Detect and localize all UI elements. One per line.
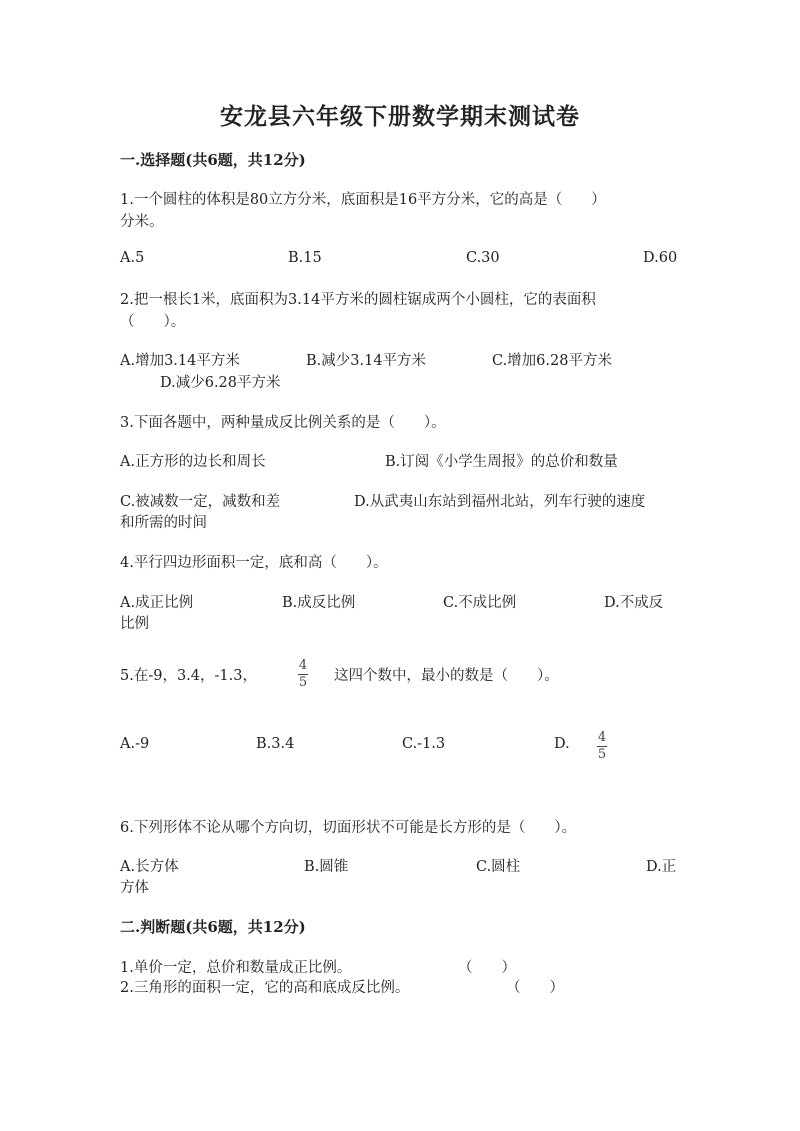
q2-option-d: D.减少6.28平方米 bbox=[160, 375, 281, 391]
q5-option-d: D. bbox=[554, 736, 570, 752]
q4-option-c: C.不成比例 bbox=[443, 595, 517, 611]
q6-option-b: B.圆锥 bbox=[304, 859, 349, 875]
q6-stem: 6.下列形体不论从哪个方向切，切面形状不可能是长方形的是（ ）。 bbox=[120, 820, 577, 836]
q5-stem-part1: 5.在-9，3.4，-1.3， bbox=[120, 668, 257, 684]
q2-stem-line1: 2.把一根长1米，底面积为3.14平方米的圆柱锯成两个小圆柱，它的表面积 bbox=[120, 292, 596, 308]
q3-option-a: A.正方形的边长和周长 bbox=[120, 454, 266, 470]
q4-option-d-cont: 比例 bbox=[120, 616, 149, 632]
q5-option-c: C.-1.3 bbox=[402, 736, 446, 752]
q6-option-c: C.圆柱 bbox=[476, 859, 521, 875]
q5-option-d-numerator: 4 bbox=[597, 730, 607, 745]
q5-fraction bbox=[298, 659, 308, 690]
q5-option-b: B.3.4 bbox=[256, 736, 295, 752]
judge-2-text: 2.三角形的面积一定，它的高和底成反比例。 bbox=[120, 980, 410, 996]
q3-option-b: B.订阅《小学生周报》的总价和数量 bbox=[385, 454, 618, 470]
q1-option-d: D.60 bbox=[643, 250, 678, 266]
judge-1-answer-blank: （ ） bbox=[458, 960, 516, 976]
q6-option-d: D.正 bbox=[646, 859, 677, 875]
section-1-heading: 一.选择题(共6题，共12分) bbox=[120, 151, 306, 169]
q5-fraction-denominator: 5 bbox=[298, 675, 308, 690]
q5-option-d-denominator: 5 bbox=[597, 747, 607, 762]
q5-stem-part2: 这四个数中，最小的数是（ ）。 bbox=[334, 668, 559, 684]
section-2-heading: 二.判断题(共6题，共12分) bbox=[120, 918, 306, 936]
q5-option-a: A.-9 bbox=[120, 736, 150, 752]
page-title: 安龙县六年级下册数学期末测试卷 bbox=[220, 103, 580, 130]
q4-stem: 4.平行四边形面积一定，底和高（ ）。 bbox=[120, 555, 388, 571]
q1-option-a: A.5 bbox=[120, 250, 145, 266]
q2-option-b: B.减少3.14平方米 bbox=[306, 353, 427, 369]
judge-2-answer-blank: （ ） bbox=[506, 980, 564, 996]
q4-option-d: D.不成反 bbox=[604, 595, 664, 611]
q5-option-d-fraction bbox=[597, 731, 607, 762]
q2-option-c: C.增加6.28平方米 bbox=[492, 353, 612, 369]
q6-option-a: A.长方体 bbox=[120, 859, 179, 875]
q6-option-d-cont: 方体 bbox=[120, 880, 149, 896]
q3-stem: 3.下面各题中，两种量成反比例关系的是（ ）。 bbox=[120, 415, 446, 431]
q1-stem-line1: 1.一个圆柱的体积是80立方分米，底面积是16平方分米，它的高是（ ） bbox=[120, 192, 606, 208]
q3-option-c: C.被减数一定，减数和差 bbox=[120, 494, 281, 510]
q1-option-b: B.15 bbox=[288, 250, 322, 266]
q2-stem-line2: （ ）。 bbox=[120, 314, 186, 330]
q5-fraction-numerator: 4 bbox=[298, 658, 308, 673]
q1-stem-line2: 分米。 bbox=[120, 214, 164, 230]
judge-1-text: 1.单价一定，总价和数量成正比例。 bbox=[120, 960, 352, 976]
q1-option-c: C.30 bbox=[466, 250, 500, 266]
q3-option-d: D.从武夷山东站到福州北站，列车行驶的速度 bbox=[354, 494, 646, 510]
q4-option-a: A.成正比例 bbox=[120, 595, 194, 611]
q3-option-d-cont: 和所需的时间 bbox=[120, 515, 207, 531]
q4-option-b: B.成反比例 bbox=[282, 595, 356, 611]
q2-option-a: A.增加3.14平方米 bbox=[120, 353, 240, 369]
